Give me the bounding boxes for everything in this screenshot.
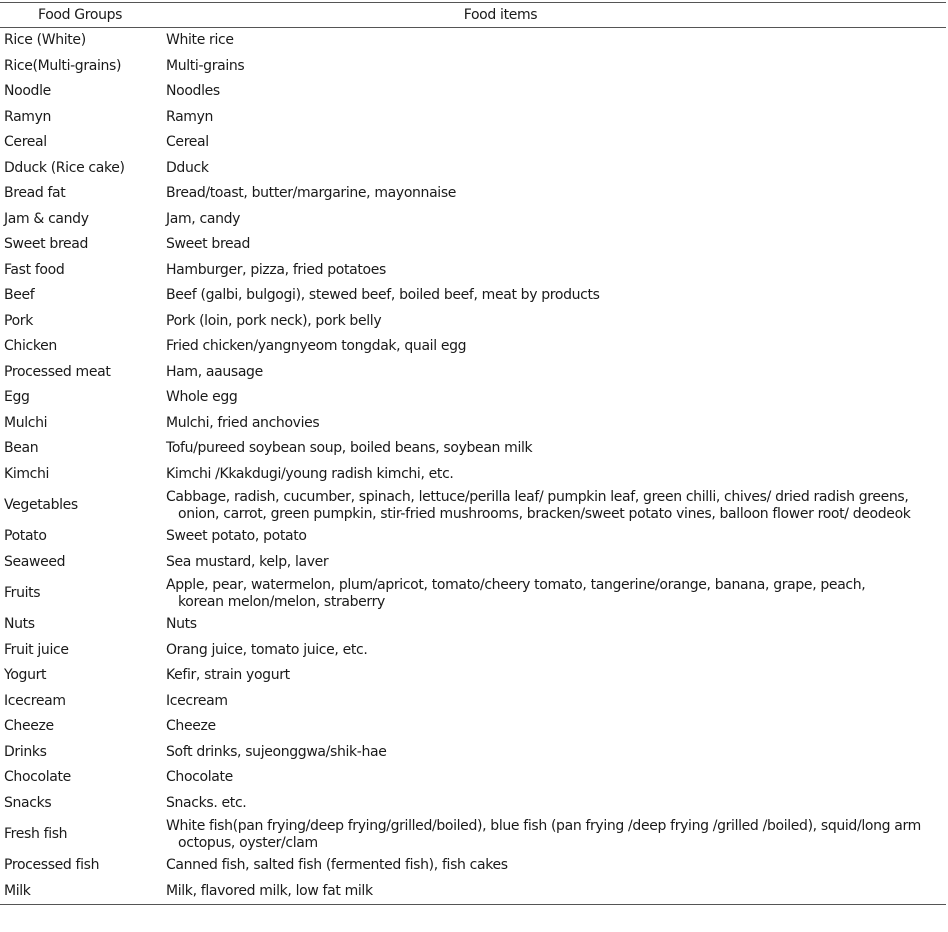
food-items-cell: Soft drinks, sujeonggwa/shik-hae: [166, 743, 387, 760]
table-row: [0, 853, 946, 879]
food-items-cell: Noodles: [166, 83, 220, 100]
food-items-cell: Milk, flavored milk, low fat milk: [166, 882, 373, 899]
food-items-cell: White rice: [166, 32, 234, 49]
food-group-cell: Milk: [4, 882, 31, 899]
table-row: [0, 360, 946, 386]
food-items-cell: Bread/toast, butter/margarine, mayonnaise: [166, 185, 457, 202]
food-items-line: Cabbage, radish, cucumber, spinach, lettuce/perilla leaf/ pumpkin leaf, green chilli, chives/ dried radish greens,: [166, 488, 909, 505]
table-row: [0, 791, 946, 817]
food-group-cell: Kimchi: [4, 465, 50, 482]
table-row: [0, 156, 946, 182]
food-items-cell: Chocolate: [166, 769, 233, 786]
food-group-cell: Fresh fish: [4, 826, 68, 842]
food-items-cell: Jam, candy: [166, 210, 241, 227]
food-group-cell: Drinks: [4, 743, 47, 760]
food-items-cell: Beef (galbi, bulgogi), stewed beef, boiled beef, meat by products: [166, 287, 600, 304]
food-group-cell: Pork: [4, 312, 33, 329]
food-group-cell: Potato: [4, 528, 47, 545]
food-group-cell: Cereal: [4, 134, 47, 151]
table-row: [0, 309, 946, 335]
food-items-cell: Icecream: [166, 692, 228, 709]
food-items-cell: Cereal: [166, 134, 209, 151]
food-group-cell: Yogurt: [4, 667, 47, 684]
food-items-cell: [165, 487, 946, 524]
table-row: [0, 462, 946, 488]
food-items-cell: Sweet bread: [166, 236, 251, 253]
food-items-cell: Kimchi /Kkakdugi/young radish kimchi, etc.: [166, 465, 454, 482]
food-items-cell: Dduck: [166, 159, 209, 176]
food-items-cell: Multi-grains: [166, 57, 245, 74]
table-row: [0, 385, 946, 411]
table-row: [0, 524, 946, 550]
table-row: [0, 740, 946, 766]
food-group-cell: Noodle: [4, 83, 51, 100]
header-food-items: Food items: [463, 7, 538, 23]
food-group-cell: Mulchi: [4, 414, 48, 431]
table-row: [0, 612, 946, 638]
food-items-cell: Cheeze: [166, 718, 216, 735]
food-items-cell: Fried chicken/yangnyeom tongdak, quail egg: [166, 338, 467, 355]
table-row: [0, 79, 946, 105]
food-items-cell: Whole egg: [166, 389, 238, 406]
table-row: [0, 714, 946, 740]
food-group-cell: Dduck (Rice cake): [4, 159, 125, 176]
food-group-cell: Snacks: [4, 794, 52, 811]
food-group-cell: Fruits: [4, 585, 41, 601]
table-row: [0, 487, 946, 524]
table-row: [0, 258, 946, 284]
food-group-cell: Chocolate: [4, 769, 71, 786]
food-items-continuation: korean melon/melon, straberry: [178, 593, 385, 610]
header-row: [0, 3, 946, 28]
food-items-cell: Mulchi, fried anchovies: [166, 414, 320, 431]
food-group-cell: Bread fat: [4, 185, 66, 202]
table-row: [0, 283, 946, 309]
food-items-cell: Ham, aausage: [166, 363, 263, 380]
food-items-cell: Canned fish, salted fish (fermented fish), fish cakes: [166, 857, 508, 874]
food-group-cell: Seaweed: [4, 553, 66, 570]
food-group-cell: Rice(Multi-grains): [4, 57, 122, 74]
table-row: [0, 879, 946, 905]
table-row: [0, 54, 946, 80]
table-row: [0, 207, 946, 233]
table-row: [0, 232, 946, 258]
header-food-groups: Food Groups: [38, 7, 123, 23]
table-header: [0, 3, 946, 28]
table-body: [0, 28, 946, 905]
table-row: [0, 436, 946, 462]
table-row: [0, 550, 946, 576]
food-group-cell: Fast food: [4, 261, 65, 278]
food-items-line: Apple, pear, watermelon, plum/apricot, tomato/cheery tomato, tangerine/orange, banana, grape, peach,: [166, 576, 866, 593]
table-row: [0, 130, 946, 156]
food-group-cell: Icecream: [4, 692, 66, 709]
food-items-cell: [165, 575, 946, 612]
table-row: [0, 663, 946, 689]
food-group-cell: Nuts: [4, 616, 35, 633]
food-items-cell: Ramyn: [166, 108, 214, 125]
food-group-cell: Processed meat: [4, 363, 111, 380]
food-group-cell: Vegetables: [4, 497, 78, 513]
table-row: [0, 689, 946, 715]
table-row: [0, 575, 946, 612]
food-group-cell: Processed fish: [4, 857, 100, 874]
food-items-cell: Sea mustard, kelp, laver: [166, 553, 329, 570]
table-row: [0, 28, 946, 54]
table-row: [0, 334, 946, 360]
food-items-cell: Orang juice, tomato juice, etc.: [166, 641, 368, 658]
food-group-cell: Beef: [4, 287, 35, 304]
food-items-cell: Sweet potato, potato: [166, 528, 307, 545]
table-row: [0, 181, 946, 207]
food-items-cell: Pork (loin, pork neck), pork belly: [166, 312, 382, 329]
table-row: [0, 105, 946, 131]
food-group-cell: Cheeze: [4, 718, 54, 735]
table-row: [0, 816, 946, 853]
food-items-cell: Tofu/pureed soybean soup, boiled beans, soybean milk: [166, 440, 533, 457]
table-row: [0, 765, 946, 791]
food-group-cell: Sweet bread: [4, 236, 89, 253]
food-group-cell: Fruit juice: [4, 641, 69, 658]
food-group-cell: Rice (White): [4, 32, 86, 49]
food-group-cell: Chicken: [4, 338, 57, 355]
food-groups-table: [0, 2, 946, 905]
food-group-cell: Ramyn: [4, 108, 52, 125]
food-group-cell: Bean: [4, 440, 39, 457]
food-group-cell: Egg: [4, 389, 30, 406]
food-items-cell: Nuts: [166, 616, 197, 633]
food-items-cell: Kefir, strain yogurt: [166, 667, 290, 684]
food-items-cell: Snacks. etc.: [166, 794, 247, 811]
table-row: [0, 411, 946, 437]
food-items-continuation: onion, carrot, green pumpkin, stir-fried mushrooms, bracken/sweet potato vines, balloon flower root/ deodeok: [178, 505, 911, 522]
food-items-cell: [165, 816, 946, 853]
food-items-line: White fish(pan frying/deep frying/grilled/boiled), blue fish (pan frying /deep frying /grilled /boiled), squid/long arm: [166, 817, 921, 834]
food-items-cell: Hamburger, pizza, fried potatoes: [166, 261, 386, 278]
food-items-continuation: octopus, oyster/clam: [178, 834, 318, 851]
food-group-cell: Jam & candy: [4, 210, 89, 227]
table-row: [0, 638, 946, 664]
